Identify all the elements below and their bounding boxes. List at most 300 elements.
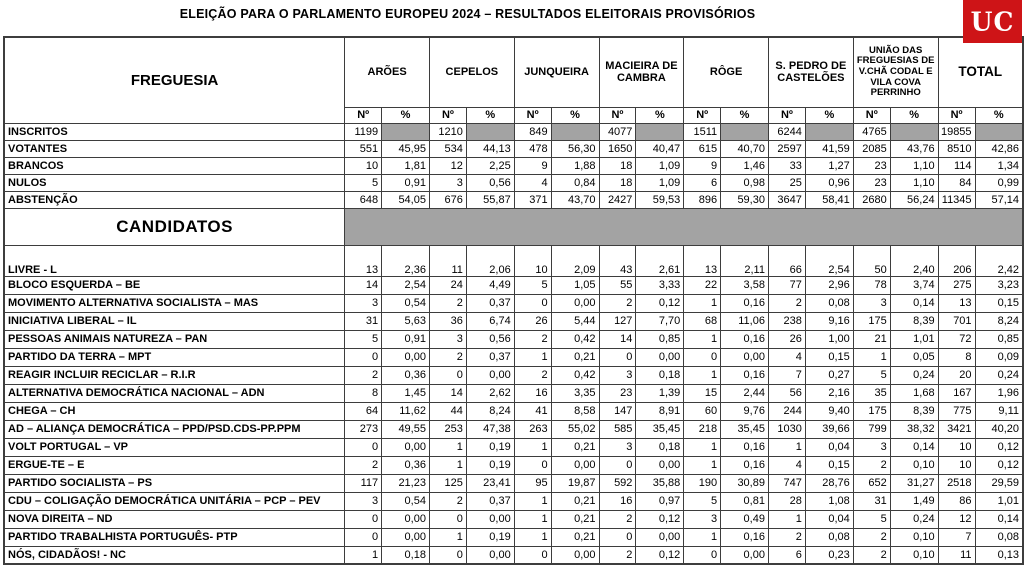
cell-n: 4 [768,348,805,366]
col-header-6: UNIÃO DAS FREGUESIAS DE V.CHÃ CODAL E VILA COVA PERRINHO [853,37,938,107]
cell-n: 0 [429,510,466,528]
row-label: VOTANTES [4,140,345,157]
candidate-row [4,402,1023,420]
cell-n: 3 [345,294,382,312]
col-header-5: S. PEDRO DE CASTELÕES [768,37,853,107]
cell-pct: 2,11 [721,245,769,276]
candidate-row [4,276,1023,294]
cell-n: 5 [853,510,890,528]
cell-pct: 3,74 [890,276,938,294]
candidate-row [4,438,1023,456]
cell-n: 26 [768,330,805,348]
cell-pct: 0,96 [805,174,853,191]
cell-n: 273 [345,420,382,438]
cell-n: 20 [938,366,975,384]
cell-n: 95 [514,474,551,492]
row-label: PARTIDO SOCIALISTA – PS [4,474,345,492]
cell-pct: 2,96 [805,276,853,294]
cell-n: 6 [768,546,805,564]
cell-pct: 0,12 [636,546,684,564]
cell-n: 1 [514,528,551,546]
cell-pct: 0,00 [636,456,684,474]
row-label: ABSTENÇÃO [4,191,345,208]
cell-n: 1 [853,348,890,366]
cell-n: 5 [345,330,382,348]
cell-pct: 0,00 [636,528,684,546]
cell-n: 10 [514,245,551,276]
cell-n: 2597 [768,140,805,157]
cell-pct: 0,42 [551,330,599,348]
cell-pct: 43,76 [890,140,938,157]
cell-pct: 6,74 [466,312,514,330]
cell-pct: 1,08 [805,492,853,510]
cell-pct: 2,54 [382,276,430,294]
col-header-7: TOTAL [938,37,1023,107]
cell-n: 10 [938,438,975,456]
subheader-n: Nº [938,107,975,123]
candidate-row [4,456,1023,474]
cell-n: 275 [938,276,975,294]
cell-pct: 47,38 [466,420,514,438]
cell-pct: 0,27 [805,366,853,384]
cell-n: 7 [768,366,805,384]
col-header-1: CEPELOS [429,37,514,107]
cell-pct: 4,49 [466,276,514,294]
row-label: BLOCO ESQUERDA – BE [4,276,345,294]
cell-n: 9 [684,157,721,174]
cell-n: 1210 [429,123,466,140]
cell-pct: 0,13 [975,546,1023,564]
cell-pct: 0,00 [636,348,684,366]
cell-n: 3 [429,174,466,191]
subheader-pct: % [382,107,430,123]
cell-pct: 0,00 [551,546,599,564]
cell-n: 22 [684,276,721,294]
cell-n: 0 [599,348,636,366]
cell-n: 14 [429,384,466,402]
cell-pct: 28,76 [805,474,853,492]
cell-n: 16 [514,384,551,402]
subheader-n: Nº [599,107,636,123]
cell-pct: 0,16 [721,438,769,456]
cell-pct: 43,70 [551,191,599,208]
cell-n: 78 [853,276,890,294]
cell-pct: 0,18 [382,546,430,564]
row-label: MOVIMENTO ALTERNATIVA SOCIALISTA – MAS [4,294,345,312]
candidatos-section-header [4,208,1023,245]
cell-pct: 0,12 [636,294,684,312]
cell-pct: 0,54 [382,492,430,510]
cell-pct [805,123,853,140]
cell-n: 0 [599,456,636,474]
cell-n: 167 [938,384,975,402]
cell-n: 23 [853,174,890,191]
cell-pct: 1,81 [382,157,430,174]
cell-pct: 1,46 [721,157,769,174]
subheader-pct: % [805,107,853,123]
col-header-4: RÔGE [684,37,769,107]
subheader-n: Nº [684,107,721,123]
cell-pct: 0,09 [975,348,1023,366]
cell-n: 0 [429,546,466,564]
candidate-row [4,384,1023,402]
cell-pct: 42,86 [975,140,1023,157]
cell-n: 23 [853,157,890,174]
row-label: CDU – COLIGAÇÃO DEMOCRÁTICA UNITÁRIA – PCP – PEV [4,492,345,510]
cell-n: 1 [429,438,466,456]
cell-n: 147 [599,402,636,420]
cell-pct: 55,02 [551,420,599,438]
cell-pct: 0,19 [466,528,514,546]
cell-n: 371 [514,191,551,208]
subheader-pct: % [721,107,769,123]
cell-n: 1 [429,528,466,546]
col-header-3: MACIEIRA DE CAMBRA [599,37,684,107]
cell-pct: 11,06 [721,312,769,330]
cell-n: 0 [684,546,721,564]
cell-pct: 0,08 [975,528,1023,546]
summary-row [4,123,1023,140]
cell-pct: 9,16 [805,312,853,330]
cell-n: 18 [599,157,636,174]
row-label: INICIATIVA LIBERAL – IL [4,312,345,330]
cell-pct: 0,16 [721,294,769,312]
cell-n: 190 [684,474,721,492]
cell-pct: 2,09 [551,245,599,276]
cell-pct: 2,06 [466,245,514,276]
cell-pct: 0,19 [466,456,514,474]
cell-n: 41 [514,402,551,420]
cell-n: 55 [599,276,636,294]
cell-pct: 0,12 [975,438,1023,456]
cell-n: 8 [938,348,975,366]
candidate-row [4,348,1023,366]
cell-n: 206 [938,245,975,276]
cell-pct [382,123,430,140]
cell-pct: 0,00 [382,438,430,456]
cell-pct: 3,33 [636,276,684,294]
cell-pct: 0,14 [890,294,938,312]
cell-pct: 1,10 [890,174,938,191]
cell-n: 16 [599,492,636,510]
cell-n: 125 [429,474,466,492]
row-label: NÓS, CIDADÃOS! - NC [4,546,345,564]
candidate-row [4,546,1023,564]
cell-n: 1 [514,348,551,366]
cell-pct: 0,00 [382,348,430,366]
cell-pct: 2,62 [466,384,514,402]
cell-n: 31 [345,312,382,330]
row-label: PESSOAS ANIMAIS NATUREZA – PAN [4,330,345,348]
cell-pct: 0,37 [466,294,514,312]
cell-n: 44 [429,402,466,420]
cell-n: 33 [768,157,805,174]
subheader-pct: % [466,107,514,123]
cell-n: 2085 [853,140,890,157]
cell-n: 2 [768,528,805,546]
cell-n: 14 [599,330,636,348]
cell-pct: 0,85 [636,330,684,348]
row-label: ALTERNATIVA DEMOCRÁTICA NACIONAL – ADN [4,384,345,402]
candidate-row [4,312,1023,330]
cell-n: 86 [938,492,975,510]
cell-pct: 1,68 [890,384,938,402]
cell-pct: 0,15 [975,294,1023,312]
cell-n: 1 [514,492,551,510]
cell-n: 14 [345,276,382,294]
cell-n: 3 [853,294,890,312]
uc-logo-text: UC [970,6,1015,37]
cell-pct: 38,32 [890,420,938,438]
results-table [3,36,1024,565]
cell-pct: 1,34 [975,157,1023,174]
candidate-row [4,492,1023,510]
cell-pct: 0,00 [551,294,599,312]
cell-n: 3 [345,492,382,510]
cell-pct: 0,56 [466,330,514,348]
cell-n: 36 [429,312,466,330]
cell-n: 0 [345,528,382,546]
cell-pct: 35,45 [636,420,684,438]
cell-pct: 0,00 [466,546,514,564]
cell-n: 244 [768,402,805,420]
candidate-row [4,366,1023,384]
cell-pct: 0,12 [975,456,1023,474]
cell-pct: 0,14 [975,510,1023,528]
cell-pct: 8,24 [466,402,514,420]
cell-n: 60 [684,402,721,420]
candidatos-title: CANDIDATOS [4,208,345,245]
cell-n: 11345 [938,191,975,208]
cell-n: 676 [429,191,466,208]
cell-pct: 2,54 [805,245,853,276]
cell-n: 2 [514,366,551,384]
row-label: REAGIR INCLUIR RECICLAR – R.I.R [4,366,345,384]
cell-n: 28 [768,492,805,510]
cell-pct: 0,85 [975,330,1023,348]
subheader-n: Nº [853,107,890,123]
cell-pct: 3,35 [551,384,599,402]
cell-n: 3647 [768,191,805,208]
cell-pct: 0,91 [382,330,430,348]
cell-n: 2427 [599,191,636,208]
cell-n: 1030 [768,420,805,438]
cell-pct: 8,39 [890,312,938,330]
cell-pct: 0,21 [551,510,599,528]
cell-pct: 0,00 [382,528,430,546]
cell-pct: 21,23 [382,474,430,492]
cell-pct: 59,53 [636,191,684,208]
candidate-row [4,294,1023,312]
cell-n: 13 [684,245,721,276]
cell-n: 1 [345,546,382,564]
cell-pct: 0,16 [721,330,769,348]
cell-n: 50 [853,245,890,276]
cell-n: 72 [938,330,975,348]
cell-pct: 56,24 [890,191,938,208]
cell-pct: 9,11 [975,402,1023,420]
cell-pct: 0,16 [721,366,769,384]
cell-pct: 0,14 [890,438,938,456]
cell-pct: 1,01 [890,330,938,348]
cell-n: 2 [345,366,382,384]
cell-n: 2 [768,294,805,312]
cell-pct: 11,62 [382,402,430,420]
cell-n: 2 [599,294,636,312]
cell-pct: 49,55 [382,420,430,438]
cell-pct: 0,21 [551,492,599,510]
cell-pct: 0,18 [636,438,684,456]
page-title: ELEIÇÃO PARA O PARLAMENTO EUROPEU 2024 – RESULTADOS ELEITORAIS PROVISÓRIOS [179,7,756,21]
cell-pct: 8,39 [890,402,938,420]
cell-n: 585 [599,420,636,438]
cell-n: 1650 [599,140,636,157]
cell-pct: 54,05 [382,191,430,208]
cell-pct: 1,09 [636,157,684,174]
cell-pct: 59,30 [721,191,769,208]
cell-pct: 35,45 [721,420,769,438]
cell-n: 551 [345,140,382,157]
cell-pct: 0,37 [466,348,514,366]
summary-row [4,174,1023,191]
cell-pct: 40,47 [636,140,684,157]
cell-pct: 3,58 [721,276,769,294]
row-label: AD – ALIANÇA DEMOCRÁTICA – PPD/PSD.CDS-PP.PPM [4,420,345,438]
cell-pct: 8,24 [975,312,1023,330]
cell-n: 5 [514,276,551,294]
cell-n: 127 [599,312,636,330]
cell-n: 4 [768,456,805,474]
cell-n: 2 [853,546,890,564]
cell-pct: 5,63 [382,312,430,330]
subheader-n: Nº [345,107,382,123]
cell-pct [890,123,938,140]
cell-n: 1 [514,510,551,528]
cell-pct: 0,21 [551,348,599,366]
cell-n: 1 [684,438,721,456]
cell-n: 4 [514,174,551,191]
candidate-row [4,528,1023,546]
candidate-row [4,330,1023,348]
header-row-freguesias [4,37,1023,107]
cell-n: 12 [938,510,975,528]
cell-pct: 56,30 [551,140,599,157]
row-label: CHEGA – CH [4,402,345,420]
cell-pct: 1,10 [890,157,938,174]
cell-n: 114 [938,157,975,174]
cell-pct: 0,00 [721,546,769,564]
table-header [4,37,1023,123]
cell-pct: 0,04 [805,510,853,528]
cell-n: 2 [599,546,636,564]
cell-n: 21 [853,330,890,348]
row-label: INSCRITOS [4,123,345,140]
row-label: BRANCOS [4,157,345,174]
candidates-section [4,245,1023,564]
cell-pct: 57,14 [975,191,1023,208]
cell-n: 24 [429,276,466,294]
cell-n: 263 [514,420,551,438]
cell-pct: 2,61 [636,245,684,276]
cell-n: 2680 [853,191,890,208]
cell-n: 238 [768,312,805,330]
cell-n: 66 [768,245,805,276]
cell-pct: 30,89 [721,474,769,492]
cell-pct: 40,70 [721,140,769,157]
cell-n: 8510 [938,140,975,157]
subheader-pct: % [975,107,1023,123]
cell-pct: 31,27 [890,474,938,492]
cell-pct: 0,21 [551,528,599,546]
cell-pct: 8,58 [551,402,599,420]
cell-pct: 0,97 [636,492,684,510]
cell-pct: 0,81 [721,492,769,510]
cell-n: 13 [345,245,382,276]
cell-n: 10 [345,157,382,174]
cell-pct: 2,36 [382,245,430,276]
cell-n: 615 [684,140,721,157]
cell-n: 1 [429,456,466,474]
row-label: NULOS [4,174,345,191]
subheader-n: Nº [429,107,466,123]
cell-n: 2 [853,456,890,474]
cell-n: 0 [429,366,466,384]
cell-pct: 1,88 [551,157,599,174]
freguesia-header: FREGUESIA [4,37,345,123]
subheader-pct: % [636,107,684,123]
cell-pct: 2,40 [890,245,938,276]
cell-n: 2 [429,294,466,312]
summary-row [4,140,1023,157]
cell-n: 592 [599,474,636,492]
cell-n: 1 [684,330,721,348]
cell-n: 478 [514,140,551,157]
cell-pct: 44,13 [466,140,514,157]
subheader-pct: % [890,107,938,123]
cell-n: 56 [768,384,805,402]
cell-n: 1 [684,366,721,384]
cell-n: 799 [853,420,890,438]
cell-pct: 1,05 [551,276,599,294]
cell-n: 23 [599,384,636,402]
cell-pct: 0,00 [551,456,599,474]
cell-pct: 0,24 [975,366,1023,384]
cell-n: 3 [599,438,636,456]
cell-pct: 0,23 [805,546,853,564]
cell-n: 3 [429,330,466,348]
cell-pct: 0,16 [721,528,769,546]
row-label: NOVA DIREITA – ND [4,510,345,528]
cell-pct: 9,40 [805,402,853,420]
cell-pct: 0,21 [551,438,599,456]
cell-pct: 9,76 [721,402,769,420]
cell-pct: 0,56 [466,174,514,191]
cell-pct: 58,41 [805,191,853,208]
cell-n: 11 [429,245,466,276]
row-label: PARTIDO TRABALHISTA PORTUGUÊS- PTP [4,528,345,546]
cell-n: 35 [853,384,890,402]
cell-n: 5 [684,492,721,510]
cell-n: 4077 [599,123,636,140]
cell-n: 652 [853,474,890,492]
cell-pct [975,123,1023,140]
cell-n: 4765 [853,123,890,140]
cell-n: 13 [938,294,975,312]
cell-n: 77 [768,276,805,294]
cell-pct: 0,15 [805,456,853,474]
cell-pct: 1,39 [636,384,684,402]
cell-n: 1511 [684,123,721,140]
